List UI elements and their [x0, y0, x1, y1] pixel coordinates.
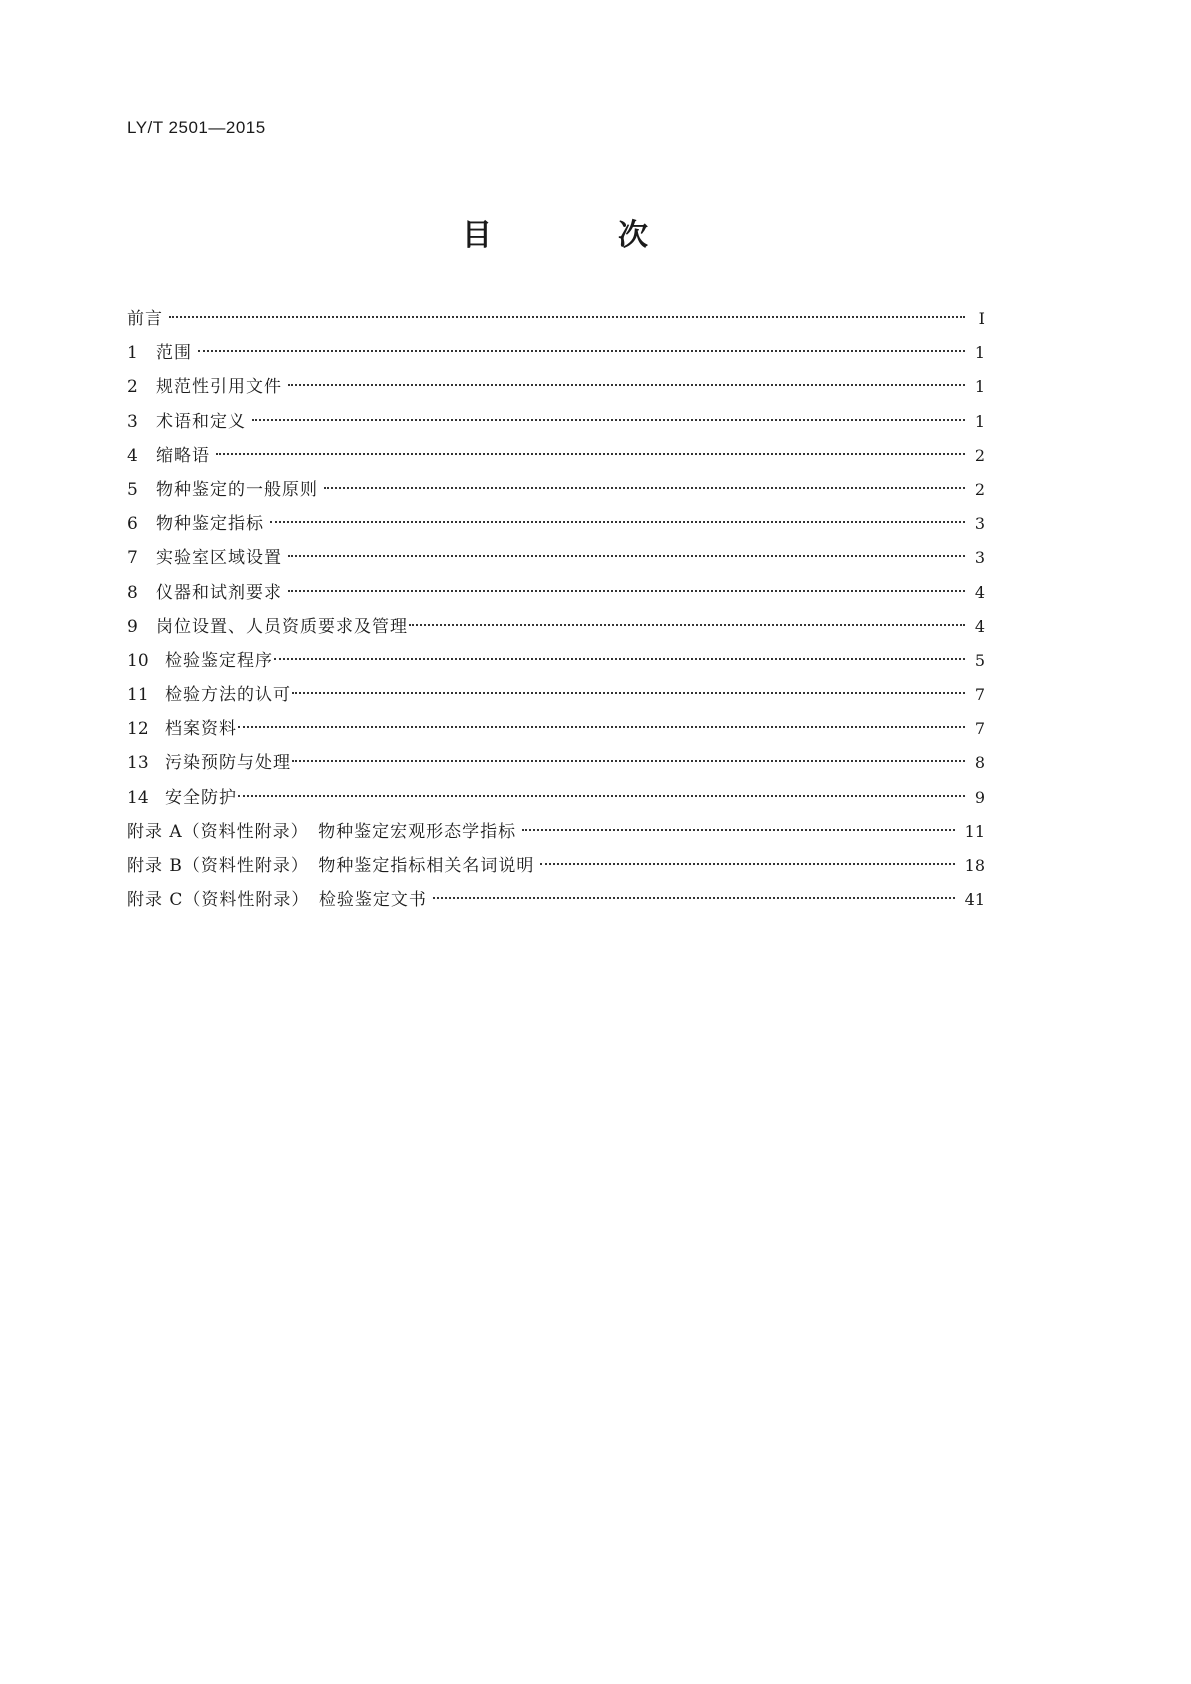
toc-entry-label: 术语和定义 [156, 411, 246, 432]
toc-leader-dots [409, 624, 965, 626]
toc-leader-dots [198, 350, 965, 352]
toc-entry-11[interactable] [127, 680, 985, 714]
toc-entry-6[interactable] [127, 509, 985, 543]
toc-leader-dots [252, 419, 965, 421]
toc-leader-dots [522, 829, 954, 831]
standard-code: LY/T 2501—2015 [127, 118, 266, 137]
toc-entry-label: 实验室区域设置 [156, 548, 282, 569]
toc-entry-label: 岗位设置、人员资质要求及管理 [156, 616, 408, 637]
toc-entry-label: 检验鉴定程序 [165, 650, 273, 671]
toc-entry-foreword[interactable] [127, 304, 985, 338]
toc-entry-page: 1 [974, 377, 985, 397]
toc-entry-label: 档案资料 [165, 719, 237, 740]
toc-entry-label: 仪器和试剂要求 [156, 582, 282, 603]
toc-entry-label: 缩略语 [156, 445, 210, 466]
toc-entry-number: 1 [127, 343, 138, 364]
toc-entry-number: 6 [127, 514, 138, 535]
toc-list [127, 304, 985, 919]
toc-entry-page: 8 [974, 753, 985, 773]
toc-entry-appendix-a[interactable] [127, 817, 985, 851]
toc-entry-page: 9 [974, 787, 985, 807]
toc-entry-label: 物种鉴定的一般原则 [156, 479, 318, 500]
toc-entry-label: 附录 A（资料性附录） 物种鉴定宏观形态学指标 [127, 821, 517, 842]
toc-entry-number: 3 [127, 411, 138, 432]
toc-entry-5[interactable] [127, 475, 985, 509]
toc-entry-number: 13 [127, 753, 149, 774]
toc-entry-label: 安全防护 [165, 787, 237, 808]
toc-leader-dots [274, 658, 965, 660]
toc-entry-number: 2 [127, 377, 138, 398]
toc-leader-dots [324, 487, 965, 489]
toc-entry-page: 18 [964, 856, 985, 875]
toc-entry-page: 1 [974, 343, 985, 363]
toc-entry-13[interactable] [127, 748, 985, 782]
toc-entry-4[interactable] [127, 441, 985, 475]
toc-entry-page: 11 [964, 821, 985, 841]
toc-leader-dots [540, 863, 954, 865]
toc-entry-page: 41 [964, 890, 985, 910]
toc-entry-number: 12 [127, 719, 149, 740]
toc-leader-dots [288, 384, 965, 386]
toc-entry-page: 3 [974, 548, 985, 568]
toc-entry-10[interactable] [127, 646, 985, 680]
toc-entry-page: 3 [974, 514, 985, 534]
toc-entry-label: 污染预防与处理 [165, 753, 291, 774]
toc-entry-label: 附录 C（资料性附录） 检验鉴定文书 [127, 890, 427, 911]
toc-entry-label: 范围 [156, 343, 192, 364]
toc-entry-number: 10 [127, 650, 149, 671]
toc-leader-dots [216, 453, 965, 455]
toc-entry-label: 附录 B（资料性附录） 物种鉴定指标相关名词说明 [127, 856, 535, 876]
toc-entry-page: 2 [974, 479, 985, 499]
toc-leader-dots [433, 897, 955, 899]
toc-entry-9[interactable] [127, 612, 985, 646]
toc-entry-12[interactable] [127, 714, 985, 748]
toc-entry-number: 5 [127, 479, 138, 500]
toc-entry-2[interactable] [127, 372, 985, 406]
toc-leader-dots [238, 795, 965, 797]
toc-title: 目 次 [462, 218, 696, 253]
toc-entry-label: 前言 [127, 309, 163, 329]
toc-entry-14[interactable] [127, 783, 985, 817]
toc-entry-page: 7 [974, 719, 985, 739]
toc-leader-dots [238, 726, 965, 728]
toc-entry-label: 物种鉴定指标 [156, 514, 264, 535]
toc-entry-3[interactable] [127, 407, 985, 441]
toc-entry-page: 5 [974, 650, 985, 670]
toc-leader-dots [270, 521, 965, 523]
toc-entry-number: 14 [127, 787, 149, 808]
toc-entry-8[interactable] [127, 578, 985, 612]
toc-entry-number: 9 [127, 616, 138, 637]
toc-entry-page: 2 [974, 445, 985, 465]
toc-entry-appendix-b[interactable] [127, 851, 985, 885]
toc-entry-page: 1 [974, 411, 985, 431]
toc-entry-page: 7 [974, 685, 985, 705]
toc-entry-number: 4 [127, 445, 138, 466]
toc-entry-1[interactable] [127, 338, 985, 372]
toc-leader-dots [288, 590, 965, 592]
toc-entry-page: 4 [974, 616, 985, 636]
toc-entry-page: Ⅰ [978, 309, 985, 328]
toc-entry-label: 检验方法的认可 [165, 685, 291, 706]
toc-leader-dots [292, 692, 965, 694]
toc-entry-label: 规范性引用文件 [156, 377, 282, 398]
toc-entry-number: 11 [127, 685, 149, 706]
toc-entry-number: 7 [127, 548, 138, 569]
toc-entry-appendix-c[interactable] [127, 885, 985, 919]
toc-leader-dots [288, 555, 965, 557]
toc-entry-number: 8 [127, 582, 138, 603]
toc-entry-7[interactable] [127, 543, 985, 577]
toc-entry-page: 4 [974, 582, 985, 602]
toc-leader-dots [292, 760, 965, 762]
toc-leader-dots [169, 316, 965, 318]
